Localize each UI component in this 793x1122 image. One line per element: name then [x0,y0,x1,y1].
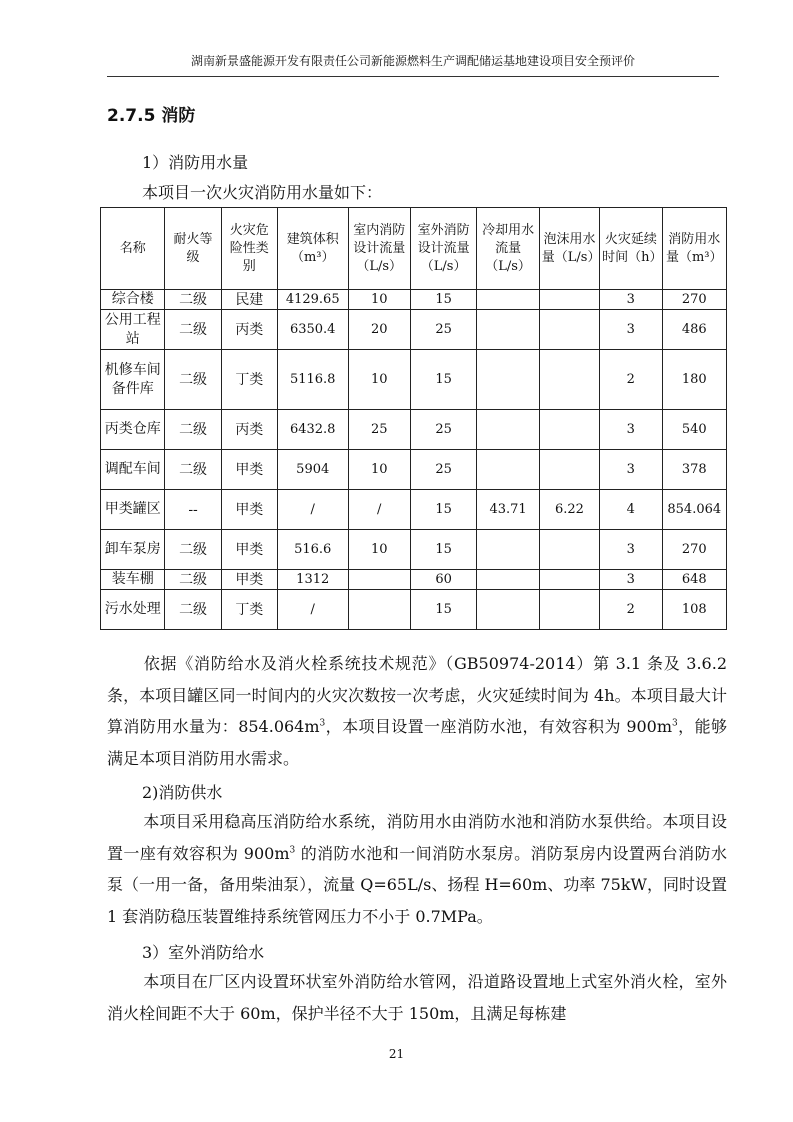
cell-indoor-flow: 10 [348,290,410,310]
cell-name: 卸车泵房 [101,530,165,570]
cell-volume: / [277,490,348,530]
cell-outdoor-flow: 25 [410,450,476,490]
cell-name: 丙类仓库 [101,410,165,450]
cell-hazard-class: 丙类 [221,310,277,350]
cell-hazard-class: 甲类 [221,450,277,490]
cell-cooling-flow [477,590,539,630]
col-header-volume: 建筑体积（m³） [277,208,348,290]
cell-duration: 3 [600,570,662,590]
col-header-name: 名称 [101,208,165,290]
cell-name: 污水处理 [101,590,165,630]
cell-outdoor-flow: 25 [410,410,476,450]
cell-cooling-flow [477,450,539,490]
cell-duration: 2 [600,590,662,630]
cell-water-volume: 540 [662,410,726,450]
cell-indoor-flow: 10 [348,450,410,490]
cell-hazard-class: 甲类 [221,490,277,530]
col-header-duration: 火灾延续时间（h） [600,208,662,290]
cell-fire-rating: 二级 [165,570,221,590]
paragraph-supply [107,806,727,932]
cell-outdoor-flow: 15 [410,530,476,570]
paragraph-supply-text-b: 的消防水池和一间消防水泵房。消防泵房内设置两台消防水泵（一用一备，备用柴油泵），流量 Q=65L/s、扬程 H=60m、功率 75kW，同时设置 1 套消防稳压装置维持系统管网压力不小于 0.7MPa。 [107,843,727,926]
cell-name: 甲类罐区 [101,490,165,530]
cell-water-volume: 648 [662,570,726,590]
cell-outdoor-flow: 15 [410,490,476,530]
table-header-row [101,208,727,290]
paragraph-basis [107,648,727,774]
cell-hazard-class: 丙类 [221,410,277,450]
cell-hazard-class: 甲类 [221,570,277,590]
superscript: 3 [319,718,326,729]
cell-volume: 5904 [277,450,348,490]
cell-name: 综合楼 [101,290,165,310]
cell-volume: / [277,590,348,630]
col-header-hazard-class: 火灾危险性类别 [221,208,277,290]
cell-cooling-flow [477,310,539,350]
cell-volume: 516.6 [277,530,348,570]
table-row [101,310,727,350]
paragraph-basis-text-c: ，能够满足本项目消防用水需求。 [107,717,727,768]
cell-cooling-flow [477,410,539,450]
fire-water-table [100,207,727,630]
cell-indoor-flow: 10 [348,530,410,570]
cell-water-volume: 486 [662,310,726,350]
paragraph-outdoor [107,966,727,1029]
cell-fire-rating: 二级 [165,290,221,310]
cell-foam-flow [539,310,599,350]
cell-hazard-class: 甲类 [221,530,277,570]
cell-water-volume: 270 [662,290,726,310]
table-row [101,290,727,310]
cell-fire-rating: 二级 [165,310,221,350]
superscript: 3 [672,718,678,729]
col-header-outdoor-flow: 室外消防设计流量（L/s） [410,208,476,290]
cell-name: 调配车间 [101,450,165,490]
table-row [101,350,727,410]
table-row [101,490,727,530]
cell-foam-flow [539,410,599,450]
col-header-cooling-flow: 冷却用水流量（L/s） [477,208,539,290]
table-row [101,530,727,570]
subsection-water-volume: 1）消防用水量 [142,153,249,172]
cell-foam-flow [539,570,599,590]
table-intro: 本项目一次火灾消防用水量如下： [142,183,383,202]
cell-duration: 3 [600,450,662,490]
col-header-water-volume: 消防用水量（m³） [662,208,726,290]
cell-hazard-class: 民建 [221,290,277,310]
cell-foam-flow [539,290,599,310]
cell-duration: 4 [600,490,662,530]
cell-duration: 3 [600,410,662,450]
table-row [101,410,727,450]
cell-fire-rating: -- [165,490,221,530]
cell-hazard-class: 丁类 [221,590,277,630]
cell-cooling-flow: 43.71 [477,490,539,530]
cell-outdoor-flow: 15 [410,290,476,310]
cell-indoor-flow: / [348,490,410,530]
cell-cooling-flow [477,530,539,570]
cell-outdoor-flow: 25 [410,310,476,350]
cell-fire-rating: 二级 [165,410,221,450]
cell-cooling-flow [477,290,539,310]
table-row [101,590,727,630]
cell-indoor-flow [348,590,410,630]
table-row [101,570,727,590]
cell-name: 装车棚 [101,570,165,590]
cell-volume: 4129.65 [277,290,348,310]
section-title: 2.7.5 消防 [107,106,196,126]
cell-volume: 5116.8 [277,350,348,410]
cell-foam-flow [539,530,599,570]
cell-indoor-flow: 10 [348,350,410,410]
cell-indoor-flow [348,570,410,590]
cell-hazard-class: 丁类 [221,350,277,410]
cell-fire-rating: 二级 [165,530,221,570]
cell-foam-flow [539,350,599,410]
page-header: 湖南新景盛能源开发有限责任公司新能源燃料生产调配储运基地建设项目安全预评价 [107,50,719,77]
cell-foam-flow: 6.22 [539,490,599,530]
paragraph-outdoor-text: 本项目在厂区内设置环状室外消防给水管网，沿道路设置地上式室外消火栓，室外消火栓间距不大于 60m，保护半径不大于 150m，且满足每栋建 [107,972,727,1023]
cell-volume: 6350.4 [277,310,348,350]
cell-name: 公用工程站 [101,310,165,350]
cell-outdoor-flow: 60 [410,570,476,590]
cell-water-volume: 108 [662,590,726,630]
cell-outdoor-flow: 15 [410,350,476,410]
cell-indoor-flow: 20 [348,310,410,350]
table-row [101,450,727,490]
paragraph-supply-text-a: 本项目采用稳高压消防给水系统，消防用水由消防水池和消防水泵供给。本项目设置一座有效容积为 900m [107,812,727,863]
cell-fire-rating: 二级 [165,350,221,410]
cell-water-volume: 270 [662,530,726,570]
cell-cooling-flow [477,350,539,410]
cell-duration: 3 [600,310,662,350]
col-header-foam-flow: 泡沫用水量（L/s） [539,208,599,290]
cell-duration: 3 [600,530,662,570]
subsection-water-supply: 2)消防供水 [142,783,223,802]
cell-foam-flow [539,450,599,490]
cell-indoor-flow: 25 [348,410,410,450]
superscript: 3 [289,845,296,856]
cell-water-volume: 378 [662,450,726,490]
cell-duration: 3 [600,290,662,310]
cell-name: 机修车间备件库 [101,350,165,410]
cell-foam-flow [539,590,599,630]
cell-water-volume: 854.064 [662,490,726,530]
col-header-indoor-flow: 室内消防设计流量（L/s） [348,208,410,290]
page-number: 21 [388,1047,405,1061]
paragraph-basis-text-b: ，本项目设置一座消防水池，有效容积为 900m [325,717,673,736]
paragraph-basis-text-a: 依据《消防给水及消火栓系统技术规范》（GB50974-2014）第 3.1 条及 3.6.2 条，本项目罐区同一时间内的火灾次数按一次考虑，火灾延续时间为 4h。本项目最大计算消防用水量为：854.064m [107,654,727,736]
cell-water-volume: 180 [662,350,726,410]
subsection-outdoor-supply: 3）室外消防给水 [142,943,265,962]
col-header-fire-rating: 耐火等级 [165,208,221,290]
cell-cooling-flow [477,570,539,590]
cell-volume: 1312 [277,570,348,590]
cell-volume: 6432.8 [277,410,348,450]
cell-outdoor-flow: 15 [410,590,476,630]
cell-duration: 2 [600,350,662,410]
cell-fire-rating: 二级 [165,590,221,630]
cell-fire-rating: 二级 [165,450,221,490]
